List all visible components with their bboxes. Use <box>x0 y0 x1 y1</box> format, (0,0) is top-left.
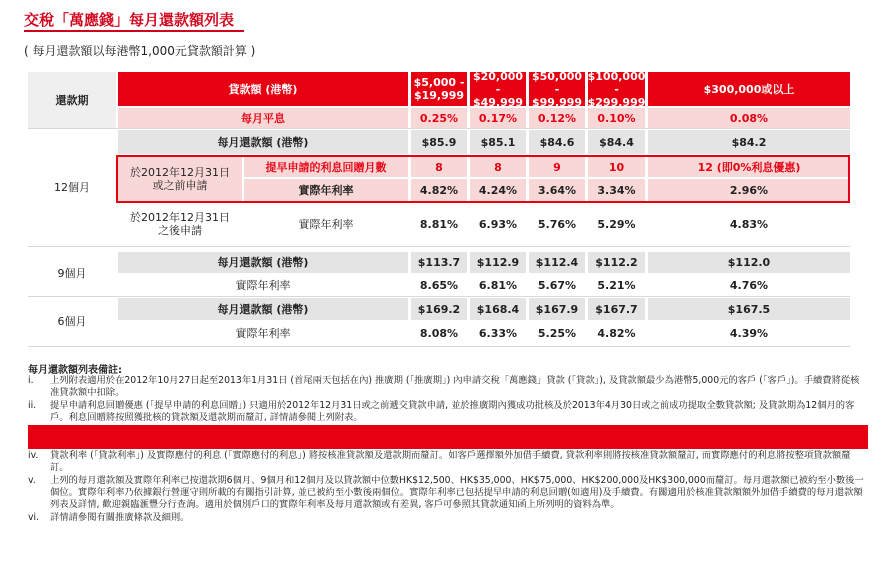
note-item <box>28 375 868 399</box>
repay-label-6: 每月還款額 (港幣) <box>118 298 408 320</box>
note-number: iv. <box>28 450 39 461</box>
apr-early-label: 實際年利率 <box>244 179 408 201</box>
repay-value-9: $112.9 <box>470 252 526 273</box>
apr-value-6: 5.25% <box>529 322 585 344</box>
period-12-months: 12個月 <box>28 130 116 244</box>
note-number: vi. <box>28 512 40 523</box>
repay-value-12: $85.9 <box>411 130 467 154</box>
note-item <box>28 425 868 449</box>
header-amount-range: $20,000 - $49,999 <box>470 72 526 106</box>
flat-rate-value: 0.17% <box>470 108 526 128</box>
note-text: 本行將根據核准貸款額及還款期限按比例一次過收取每年1.5%的手續費。此手續費已被約至小數後一個位, 並於貸款被提取時從核准貸款額中扣除。如客戶選擇額外加借手續費, 此手續費則從整項貸款中扣除。 <box>50 425 867 448</box>
apr-late-value: 4.83% <box>648 204 850 244</box>
rebate-value: 9 <box>529 157 585 177</box>
repay-value-6: $167.7 <box>588 298 645 320</box>
apr-value-9: 4.76% <box>648 275 850 296</box>
note-text: 貸款利率 (「貸款利率」) 及實際應付的利息 (「實際應付的利息」) 將按核准貸款額及還款期而釐訂。如客戶選擇額外加借手續費, 貸款利率則將按核准貸款額釐訂, 而實際應付的利息將按整項貸款額釐訂。 <box>50 450 851 473</box>
apr-value-9: 6.81% <box>470 275 526 296</box>
rebate-value: 12 (即0%利息優惠) <box>648 157 850 177</box>
table-divider <box>28 128 850 129</box>
repay-value-12: $85.1 <box>470 130 526 154</box>
table-divider <box>118 202 850 203</box>
note-item <box>28 475 868 511</box>
repay-label-9: 每月還款額 (港幣) <box>118 252 408 273</box>
table-divider <box>28 296 850 297</box>
table-divider <box>28 346 850 347</box>
apr-label-9: 實際年利率 <box>118 275 408 296</box>
repay-value-9: $112.0 <box>648 252 850 273</box>
apr-early-value: 2.96% <box>648 179 850 201</box>
apr-early-value: 4.82% <box>411 179 467 201</box>
apr-value-9: 8.65% <box>411 275 467 296</box>
header-amount-range: $300,000或以上 <box>648 72 850 106</box>
flat-rate-value: 0.12% <box>529 108 585 128</box>
repay-value-9: $113.7 <box>411 252 467 273</box>
repay-value-9: $112.4 <box>529 252 585 273</box>
repay-label-12: 每月還款額 (港幣) <box>118 130 408 154</box>
apr-late-value: 6.93% <box>470 204 526 244</box>
note-number: iii. <box>28 425 39 436</box>
apr-late-value: 5.29% <box>588 204 645 244</box>
note-number: v. <box>28 475 36 486</box>
apr-value-9: 5.67% <box>529 275 585 296</box>
period-6-months: 6個月 <box>28 298 116 344</box>
apr-early-value: 4.24% <box>470 179 526 201</box>
apr-value-6: 4.39% <box>648 322 850 344</box>
note-item <box>28 400 868 424</box>
page-title: 交稅「萬應錢」每月還款額列表 <box>24 11 235 29</box>
header-amount-range: $100,000 - $299,999 <box>587 69 646 109</box>
period-9-months: 9個月 <box>28 252 116 294</box>
note-item <box>28 450 868 474</box>
page-subtitle: ( 每月還款額以每港幣1,000元貸款額計算 ) <box>24 44 256 58</box>
rebate-label: 提早申請的利息回贈月數 <box>244 157 408 177</box>
flat-rate-value: 0.08% <box>648 108 850 128</box>
repay-value-12: $84.4 <box>588 130 645 154</box>
repay-value-12: $84.6 <box>529 130 585 154</box>
flat-rate-value: 0.10% <box>588 108 645 128</box>
apr-early-value: 3.64% <box>529 179 585 201</box>
note-text: 提早申請利息回贈優惠 (「提早申請的利息回贈」) 只適用於2012年12月31日或之前遞交貸款申請, 並於推廣期內獲成功批核及於2013年4月30日或之前成功提取全數貸款額; 及貸款期為12個月的客戶。利息回贈將按照獲批核的貸款額及還款期而釐訂, 詳情請參閱上列附表。 <box>50 400 855 423</box>
repay-value-12: $84.2 <box>648 130 850 154</box>
repay-value-6: $168.4 <box>470 298 526 320</box>
apr-value-6: 6.33% <box>470 322 526 344</box>
header-amount-range: $5,000 - $19,999 <box>411 72 467 106</box>
apr-value-9: 5.21% <box>588 275 645 296</box>
rebate-value: 8 <box>411 157 467 177</box>
repay-value-9: $112.2 <box>588 252 645 273</box>
apr-value-6: 8.08% <box>411 322 467 344</box>
header-amount-range: $50,000 - $99,999 <box>529 72 585 106</box>
notes-title: 每月還款額列表備註: <box>28 365 122 376</box>
note-number: ii. <box>28 400 37 411</box>
late-application-group: 於2012年12月31日 之後申請 <box>118 204 242 244</box>
note-item <box>28 512 868 524</box>
header-amount: 貸款額 (港幣) <box>118 72 408 106</box>
flat-rate-value: 0.25% <box>411 108 467 128</box>
apr-late-label: 實際年利率 <box>244 204 408 244</box>
header-period: 還款期 <box>28 72 116 128</box>
early-application-group: 於2012年12月31日 或之前申請 <box>118 157 242 201</box>
note-number: i. <box>28 375 34 386</box>
table-divider <box>28 246 850 247</box>
note-text: 上列附表適用於在2012年10月27日起至2013年1月31日 (首尾兩天包括在內) 推廣期 (「推廣期」) 內申請交稅「萬應錢」貸款 (「貸款」), 及貸款額最少為港幣5,000元的客戶 (「客戶」)。手續費將從核准貸款額中扣除。 <box>50 375 860 398</box>
apr-late-value: 8.81% <box>411 204 467 244</box>
repay-value-6: $167.5 <box>648 298 850 320</box>
repay-value-6: $167.9 <box>529 298 585 320</box>
repay-value-6: $169.2 <box>411 298 467 320</box>
rebate-value: 10 <box>588 157 645 177</box>
apr-value-6: 4.82% <box>588 322 645 344</box>
note-text: 詳情請參閱有關推廣條款及細則。 <box>50 512 190 523</box>
apr-label-6: 實際年利率 <box>118 322 408 344</box>
notes-list <box>28 375 868 525</box>
note-text: 上列的每月還款額及實際年利率已按還款期6個月、9個月和12個月及以貸款額中位數HK$12,500、HK$35,000、HK$75,000、HK$200,000及HK$300,000而釐訂。每月還款額已被約至小數後一個位。實際年利率乃依據銀行營運守則所載的有關指引計算, 並已被約至小數後兩個位。實際年利率已包括提早申請的利息回贈(如適用)及手續費。有關適用於核准貸款額額外加借手續費的每月還款額列表及詳情, 歡迎親臨滙豐分行查詢。適用於個別戶口的實際年利率及每月還款額或有差異, 客戶可參照其貸款通知函上所列明的資料為準。 <box>50 475 864 510</box>
flat-rate-label: 每月平息 <box>118 108 408 128</box>
rebate-value: 8 <box>470 157 526 177</box>
title-underline <box>24 30 244 32</box>
apr-late-value: 5.76% <box>529 204 585 244</box>
apr-early-value: 3.34% <box>588 179 645 201</box>
